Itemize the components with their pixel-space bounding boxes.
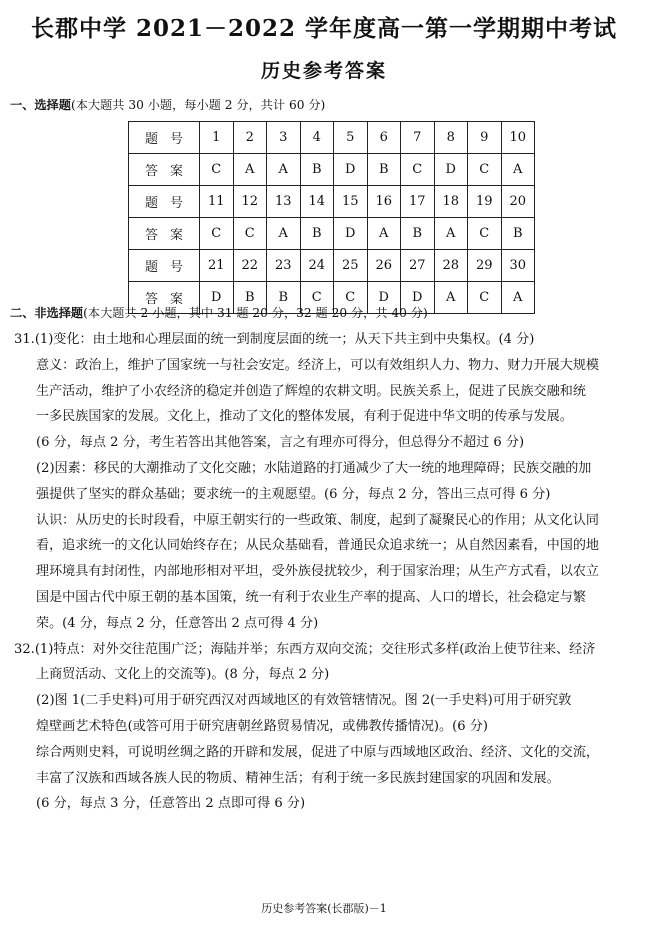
answer-row [129, 154, 535, 186]
question-number-cell: 27 [401, 250, 435, 282]
answer-text-line: 强提供了坚实的群众基础；要求统一的主观愿望。(6 分，每点 2 分，答出三点可得 6 分) [36, 486, 551, 502]
answer-choice-cell: C [300, 282, 334, 314]
answer-choice-cell: A [367, 218, 401, 250]
answer-choice-cell: C [468, 154, 502, 186]
question-number-cell: 1 [200, 122, 234, 154]
question-number-cell: 6 [367, 122, 401, 154]
answer-row [129, 218, 535, 250]
answer-text-line: 国是中国古代中原王朝的基本国策，统一有利于农业生产率的提高、人口的增长，社会稳定与繁 [36, 589, 586, 605]
answer-text-line: 认识：从历史的长时段看，中原王朝实行的一些政策、制度，起到了凝聚民心的作用；从文化认同 [36, 512, 600, 528]
answer-text-line: 荣。(4 分，每点 2 分，任意答出 2 点可得 4 分) [36, 615, 319, 631]
answer-text-line: 丰富了汉族和西域各族人民的物质、精神生活；有利于统一多民族封建国家的巩固和发展。 [36, 770, 560, 786]
answer-choice-cell: D [200, 282, 234, 314]
answer-choice-cell: C [401, 154, 435, 186]
section-two-heading [10, 304, 428, 321]
answer-choice-cell: D [334, 218, 368, 250]
answer-choice-cell: B [300, 218, 334, 250]
answer-text-line: 看，追求统一的文化认同始终存在；从民众基础看，普通民众追求统一；从自然因素看，中国的地 [36, 538, 600, 554]
answer-choice-cell: B [233, 282, 267, 314]
answer-table [128, 121, 535, 314]
answer-choice-cell: B [401, 218, 435, 250]
answer-text-line: 综合两则史料，可说明丝绸之路的开辟和发展，促进了中原与西域地区政治、经济、文化的交流， [36, 744, 600, 760]
question-number-cell: 8 [434, 122, 468, 154]
answer-choice-cell: B [267, 282, 301, 314]
question-number-cell: 21 [200, 250, 234, 282]
question-number-cell: 18 [434, 186, 468, 218]
question-label-cell: 题号 [129, 250, 200, 282]
answer-label-cell: 答案 [129, 282, 200, 314]
page-footer: 历史参考答案(长郡版)－1 [261, 902, 387, 915]
question-number-cell: 26 [367, 250, 401, 282]
question-number-row [129, 122, 535, 154]
answer-choice-cell: B [300, 154, 334, 186]
answer-choice-cell: A [434, 218, 468, 250]
section-two-title: 二、非选择题 [10, 306, 84, 320]
question-number-cell: 20 [501, 186, 535, 218]
answer-text-line: (6 分，每点 3 分，任意答出 2 点即可得 6 分) [36, 796, 306, 812]
question-number-cell: 5 [334, 122, 368, 154]
answer-choice-cell: A [434, 282, 468, 314]
answer-text-line: 煌壁画艺术特色(或答可用于研究唐朝丝路贸易情况，或佛教传播情况)。(6 分) [36, 718, 488, 734]
answer-text-line: 上商贸活动、文化上的交流等)。(8 分，每点 2 分) [36, 667, 330, 683]
answer-choice-cell: B [367, 154, 401, 186]
question-number-cell: 7 [401, 122, 435, 154]
answer-choice-cell: A [501, 154, 535, 186]
question-number-cell: 22 [233, 250, 267, 282]
section-one-heading [10, 96, 325, 113]
answer-choice-cell: A [267, 218, 301, 250]
question-number-cell: 13 [267, 186, 301, 218]
answer-choice-cell: C [200, 218, 234, 250]
question-number-cell: 9 [468, 122, 502, 154]
question-number-row [129, 186, 535, 218]
answer-choice-cell: A [267, 154, 301, 186]
answer-explanations [14, 327, 638, 817]
question-number-cell: 23 [267, 250, 301, 282]
answer-text-line: 一多民族国家的发展。文化上，推动了文化的整体发展，有利于促进中华文明的传承与发展。 [36, 409, 573, 425]
answer-choice-cell: D [401, 282, 435, 314]
answer-label-cell: 答案 [129, 218, 200, 250]
question-number-cell: 29 [468, 250, 502, 282]
question-number-cell: 15 [334, 186, 368, 218]
answer-choice-cell: A [501, 282, 535, 314]
question-number-row [129, 250, 535, 282]
question-number-cell: 3 [267, 122, 301, 154]
question-number-cell: 14 [300, 186, 334, 218]
answer-text-line: (2)图 1(二手史料)可用于研究西汉对西域地区的有效管辖情况。图 2(一手史料)可用于研究敦 [36, 693, 572, 709]
section-two-note: (本大题共 2 小题，其中 31 题 20 分，32 题 20 分，共 40 分) [83, 306, 428, 320]
question-number-cell: 16 [367, 186, 401, 218]
exam-title: 长郡中学 2021－2022 学年度高一第一学期期中考试 [30, 15, 618, 42]
answer-label-cell: 答案 [129, 154, 200, 186]
answer-choice-cell: C [334, 282, 368, 314]
answer-choice-cell: D [434, 154, 468, 186]
answer-choice-cell: B [501, 218, 535, 250]
answer-choice-cell: D [334, 154, 368, 186]
question-number-cell: 24 [300, 250, 334, 282]
answer-choice-cell: C [468, 282, 502, 314]
answer-choice-cell: D [367, 282, 401, 314]
question-label-cell: 题号 [129, 122, 200, 154]
answer-text-line: (6 分，每点 2 分，考生若答出其他答案，言之有理亦可得分，但总得分不超过 6 分) [36, 435, 525, 451]
answer-text-line: 31.(1)变化：由土地和心理层面的统一到制度层面的统一；从天下共主到中央集权。(4 分) [14, 332, 535, 347]
section-one-title: 一、选择题 [10, 98, 71, 112]
answer-choice-cell: C [233, 218, 267, 250]
question-label-cell: 题号 [129, 186, 200, 218]
answer-choice-cell: C [468, 218, 502, 250]
section-one-note: (本大题共 30 小题，每小题 2 分，共计 60 分) [70, 98, 326, 112]
question-number-cell: 17 [401, 186, 435, 218]
question-number-cell: 12 [233, 186, 267, 218]
question-number-cell: 25 [334, 250, 368, 282]
answer-text-line: (2)因素：移民的大潮推动了文化交融；水陆道路的打通减少了大一统的地理障碍；民族交融的加 [36, 460, 592, 476]
answer-choice-cell: A [233, 154, 267, 186]
answer-text-line: 意义：政治上，维护了国家统一与社会安定。经济上，可以有效组织人力、物力、财力开展大规模 [36, 357, 600, 373]
answer-text-line: 32.(1)特点：对外交往范围广泛；海陆并举；东西方双向交流；交往形式多样(政治上使节往来、经济 [14, 641, 596, 657]
question-number-cell: 10 [501, 122, 535, 154]
question-number-cell: 2 [233, 122, 267, 154]
question-number-cell: 28 [434, 250, 468, 282]
question-number-cell: 19 [468, 186, 502, 218]
question-number-cell: 4 [300, 122, 334, 154]
answer-choice-cell: C [200, 154, 234, 186]
question-number-cell: 11 [200, 186, 234, 218]
answer-text-line: 生产活动，维护了小农经济的稳定并创造了辉煌的农耕文明。民族关系上，促进了民族交融和统 [36, 383, 586, 399]
document-subtitle: 历史参考答案 [260, 60, 387, 82]
question-number-cell: 30 [501, 250, 535, 282]
answer-text-line: 理环境具有封闭性，内部地形相对平坦，受外族侵扰较少，利于国家治理；从生产方式看，以农立 [36, 564, 600, 580]
